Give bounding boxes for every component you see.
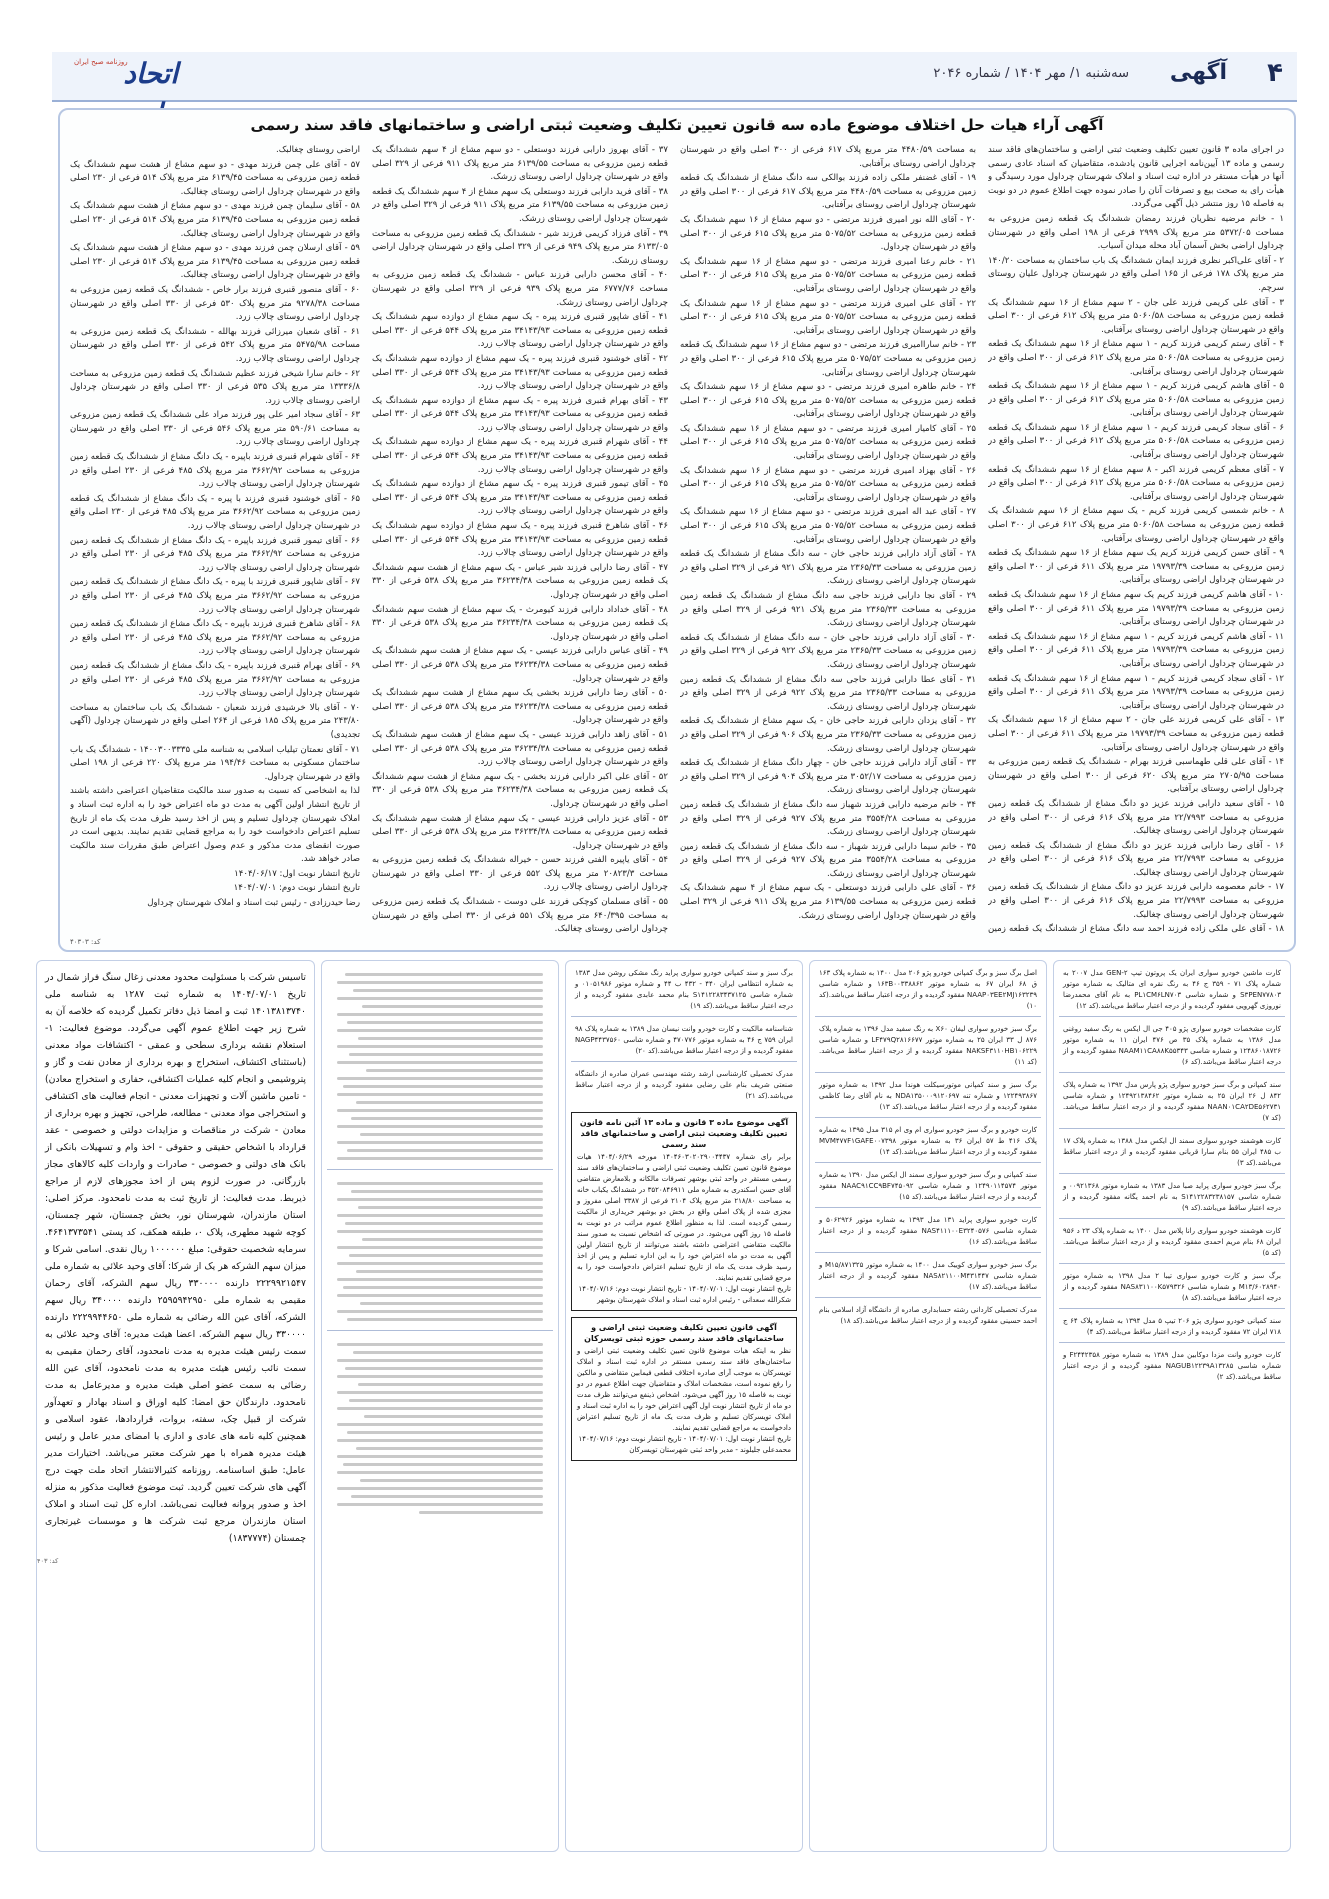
classified-ad: برگ سبز خودرو سواری کوییک مدل ۱۴۰۰ به شماره موتور M۱۵/۸۷۱۳۲۵ و شماره شاسی NAS۸۲۱۱۰۰M۴۳۱۴۴۷ مفقود گردیده و از درجه اعتبار ساقط می‌باشد.(کد ۱۷) bbox=[815, 1257, 1041, 1298]
classified-column-1 bbox=[1053, 960, 1291, 1852]
notice-paragraph: ۴۵ - آقای تیمور قنبری فرزند پیره - یک سهم مشاع از دوازده سهم ششدانگ یک قطعه زمین مزروعی به مساحت ۳۴۱۴۳/۹۳ متر مربع پلاک ۵۴۴ فرعی از ۳۳۰ اصلی واقع در شهرستان چرداول اراضی روستای چالاب زرد. bbox=[372, 479, 668, 517]
newspaper-logo bbox=[68, 54, 178, 98]
notice-paragraph: ۶۹ - آقای بهرام قنبری فرزند باپیره - یک دانگ مشاع از ششدانگ یک قطعه زمین مزروعی به مساحت ۳۶۶۲/۹۲ متر مربع پلاک ۴۸۵ فرعی از ۲۳۰ اصلی واقع در شهرستان چرداول اراضی روستای چالاب زرد. bbox=[70, 660, 360, 699]
notice-paragraph: ۴۲ - آقای خوشنود قنبری فرزند پیره - یک سهم مشاع از دوازده سهم ششدانگ یک قطعه زمین مزروعی به مساحت ۳۴۱۴۳/۹۳ متر مربع پلاک ۵۴۴ فرعی از ۳۳۰ اصلی واقع در شهرستان چرداول اراضی روستای چالاب زرد. bbox=[372, 353, 668, 392]
notice-bushehr-sign: شکرالله سعدانی - رئیس اداره ثبت اسناد و املاک شهرستان بوشهر bbox=[597, 1296, 791, 1304]
classified-ad bbox=[327, 1174, 553, 1331]
notice-paragraph: ۷۱ - آقای نعمتان تیلیاب اسلامی به شناسه ملی ۱۴۰۰۳۰۰۳۳۳۵ - ششدانگ یک باب ساختمان مسکونی به مساحت ۱۹۴/۴۶ متر مربع پلاک ۲۲۰ فرعی از ۱۹۸ اصلی واقع در شهرستان چرداول. bbox=[70, 744, 360, 782]
notice-paragraph: ۲۳ - خانم ساراامیری فرزند مرتضی - دو سهم مشاع از ۱۶ سهم ششدانگ یک قطعه زمین مزروعی به مساحت ۵۰۷۵/۵۲ متر مربع پلاک ۶۱۵ فرعی از ۳۰۰ اصلی واقع در شهرستان چرداول اراضی روستای برآفتابی. bbox=[680, 340, 976, 378]
notice-paragraph: ۶۴ - آقای شهرام قنبری فرزند باپیره - یک دانگ مشاع از ششدانگ یک قطعه زمین مزروعی به مساحت ۳۶۶۲/۹۲ متر مربع پلاک ۴۸۵ فرعی از ۲۳۰ اصلی واقع در شهرستان چرداول اراضی روستای چالاب زرد. bbox=[70, 452, 360, 490]
classified-ad: مدرک تحصیلی کارشناسی ارشد رشته مهندسی عمران صادره از دانشگاه صنعتی شریف بنام علی رضایی مفقود گردیده و از درجه اعتبار ساقط می‌باشد.(کد ۲۱) bbox=[575, 1070, 793, 1100]
notice-paragraph: ۵۰ - آقای رضا دارابی فرزند بخشی یک سهم مشاع از هشت سهم ششدانگ یک قطعه زمین مزروعی به مساحت ۳۶۲۳۴/۳۸ متر مربع پلاک ۵۳۸ فرعی از ۳۳۰ اصلی واقع در شهرستان چرداول. bbox=[372, 688, 668, 726]
notice-paragraph: ۶۱ - آقای شعبان میرزائی فرزند بهالله - ششدانگ یک قطعه زمین مزروعی به مساحت ۵۴۷۵/۹۸ متر مربع پلاک ۵۴۲ فرعی از ۳۳۰ اصلی واقع در شهرستان چرداول اراضی روستای چالاب زرد. bbox=[70, 326, 360, 364]
notice-paragraph: ۴۷ - آقای رضا دارابی فرزند شیر عباس - یک سهم مشاع از هشت سهم ششدانگ یک قطعه زمین مزروعی به مساحت ۳۶۲۳۴/۳۸ متر مربع پلاک ۵۳۸ فرعی از ۳۳۰ اصلی واقع در شهرستان چرداول. bbox=[372, 562, 668, 600]
classified-ad: کارت خودرو سواری پراید ۱۳۱ مدل ۱۳۹۳ به شماره موتور ۵۰۶۲۹۲۶ و شماره شاسی NAS۴۱۱۱۰۰E۳۲۴۰۵۷۶ مفقود گردیده و از درجه اعتبار ساقط می‌باشد.(کد ۱۶) bbox=[815, 1212, 1041, 1253]
notice-tuyserkan-dates: تاریخ انتشار نوبت اول: ۱۴۰۴/۰۷/۰۱ - تاریخ انتشار نوبت دوم: ۱۴۰۴/۰۷/۱۶ bbox=[578, 1435, 791, 1443]
notice-paragraph: ۷ - آقای معظم کریمی فرزند اکبر - ۸ سهم مشاع از ۱۶ سهم ششدانگ یک قطعه زمین مزروعی به مساحت ۵۰۶۰/۵۸ متر مربع پلاک ۶۱۲ فرعی از ۳۰۰ اصلی واقع در شهرستان چرداول اراضی روستای برآفتابی. bbox=[988, 464, 1284, 502]
notice-paragraph: ۳۶ - آقای علی دارابی فرزند دوستعلی - یک سهم مشاع از ۴ سهم ششدانگ یک قطعه زمین مزروعی به مساحت ۶۱۳۹/۵۵ متر مربع پلاک ۹۱۱ فرعی از ۳۲۹ اصلی واقع در شهرستان چرداول اراضی روستای زرشک. bbox=[680, 883, 976, 921]
classified-ad: برگ سبز خودرو سواری لیفان X۶۰ به رنگ سفید مدل ۱۳۹۶ به شماره پلاک ۸۷۶ ل ۳۳ ایران ۲۵ به شماره موتور LF۴۷۹Q۲۸۱۶۶۷۷ و شماره شاسی NAKSF۳۱۱۰HB۱۰۶۲۲۹ مفقود گردیده و از درجه اعتبار ساقط می‌باشد.(کد ۱۱) bbox=[815, 1021, 1041, 1073]
classified-ad: سند کمپانی و برگ سبز خودرو سواری سمند ال ایکس مدل ۱۳۹۰ به شماره موتور ۱۲۴۹۰۱۱۴۵۷۴ و شماره شاسی NAAC۹۱CC۹BF۷۴۵۰۹۲ مفقود گردیده و از درجه اعتبار ساقط می‌باشد.(کد ۱۵) bbox=[815, 1167, 1041, 1208]
notice-paragraph: ۱۳ - آقای علی کریمی فرزند علی جان - ۲ سهم مشاع از ۱۶ سهم ششدانگ یک قطعه زمین مزروعی به مساحت ۱۹۷۹۳/۳۹ متر مربع پلاک ۶۱۱ فرعی از ۳۰۰ اصلی واقع در شهرستان چرداول اراضی روستای برآفتابی. bbox=[988, 715, 1284, 753]
notice-paragraph: ۵۸ - آقای سلیمان چمن فرزند مهدی - دو سهم مشاع از هشت سهم ششدانگ یک قطعه زمین مزروعی به مساحت ۶۱۳۹/۴۵ متر مربع پلاک ۵۱۴ فرعی از ۲۳۰ اصلی واقع در شهرستان چرداول اراضی روستای چغالبک. bbox=[70, 201, 360, 239]
notice-paragraph: ۴۹ - آقای عباس دارابی فرزند عیسی - یک سهم مشاع از هشت سهم ششدانگ یک قطعه زمین مزروعی به مساحت ۳۶۲۳۴/۳۸ متر مربع پلاک ۵۳۸ فرعی از ۳۳۰ اصلی واقع در شهرستان چرداول. bbox=[372, 646, 668, 684]
notice-paragraph: ۳ - آقای علی کریمی فرزند علی جان - ۲ سهم مشاع از ۱۶ سهم ششدانگ یک قطعه زمین مزروعی به مساحت ۵۰۶۰/۵۸ متر مربع پلاک ۶۱۲ فرعی از ۳۰۰ اصلی واقع در شهرستان چرداول اراضی روستای برآفتابی. bbox=[988, 297, 1284, 335]
notice-bushehr-title: آگهی موضوع ماده ۳ قانون و ماده ۱۳ آئین نامه قانون تعیین تکلیف وضعیت ثبتی اراضی و ساختمانهای فاقد سند رسمی bbox=[579, 1118, 789, 1149]
notice-paragraph: ۴۴ - آقای شهرام قنبری فرزند پیره - یک سهم مشاع از دوازده سهم ششدانگ یک قطعه زمین مزروعی به مساحت ۳۴۱۴۳/۹۳ متر مربع پلاک ۵۴۴ فرعی از ۳۳۰ اصلی واقع در شهرستان چرداول اراضی روستای چالاب زرد. bbox=[372, 437, 668, 475]
notice-paragraph: ۳۹ - آقای فرزاد کریمی فرزند شیر - ششدانگ یک قطعه زمین مزروعی به مساحت ۶۱۳۳/۰۵ متر مربع پلاک ۹۴۹ فرعی از ۳۲۹ اصلی واقع در شهرستان چرداول اراضی روستای زرشک. bbox=[372, 228, 668, 266]
classified-ad-text-placeholder bbox=[337, 1182, 543, 1321]
main-notice-column-1 bbox=[988, 144, 1284, 934]
main-notice-column-2 bbox=[680, 144, 976, 934]
classified-ad: اصل برگ سبز و برگ کمپانی خودرو پژو ۲۰۶ مدل ۱۴۰۰ به شماره پلاک ۱۶۳ ق ۶۸ ایران ۶۷ به شماره موتور ۱۶۳B۰۰۳۳۸۸۶۲ و شماره شاسی NAAP۰۳EE۲MJ۱۶۳۲۳۹ مفقود گردیده و از درجه اعتبار ساقط می‌باشد.(کد ۱۰) bbox=[815, 965, 1041, 1017]
classified-column-3-ads bbox=[566, 965, 802, 1106]
notice-paragraph: ۱۴ - آقای علی قلی طهماسبی فرزند بهرام - ششدانگ یک قطعه زمین مزروعی به مساحت ۲۷۰۵/۹۵ متر مربع پلاک ۶۲۰ فرعی از ۳۰۰ اصلی واقع در شهرستان چرداول اراضی روستای برآفتابی. bbox=[988, 757, 1284, 795]
classified-ad: مدرک تحصیلی کاردانی رشته حسابداری صادره از دانشگاه آزاد اسلامی بنام احمد حسینی مفقود گردیده و از درجه اعتبار ساقط می‌باشد.(کد ۱۸) bbox=[819, 1306, 1037, 1325]
classified-ad: برگ سبز و سند کمپانی خودرو سواری پراید رنگ مشکی روشن مدل ۱۳۸۳ به شماره انتظامی ایران ۴۴۰ - ۴۳۲ ب ۴۴ و شماره موتور ۰۱۰۵۱۹۸۶ و شماره شاسی S۱۴۱۲۲۸۳۴۳۷۱۲۵ بنام محمد عابدی مفقود گردیده و از درجه اعتبار ساقط می‌باشد.(کد ۱۹) bbox=[571, 965, 797, 1017]
notice-paragraph: ۴۶ - آقای شاهرخ قنبری فرزند پیره - یک سهم مشاع از دوازده سهم ششدانگ یک قطعه زمین مزروعی به مساحت ۳۴۱۴۳/۹۳ متر مربع پلاک ۵۴۴ فرعی از ۳۳۰ اصلی واقع در شهرستان چرداول اراضی روستای چالاب زرد. bbox=[372, 521, 668, 559]
notice-paragraph: ۶ - آقای سجاد کریمی فرزند کریم - ۱ سهم مشاع از ۱۶ سهم ششدانگ یک قطعه زمین مزروعی به مساحت ۵۰۶۰/۵۸ متر مربع پلاک ۶۱۲ فرعی از ۳۰۰ اصلی واقع در شهرستان چرداول اراضی روستای برآفتابی. bbox=[988, 422, 1284, 461]
notice-paragraph: ۲۹ - آقای نجا دارابی فرزند حاجی سه دانگ مشاع از ششدانگ یک قطعه زمین مزروعی به مساحت ۲۳۶۵/۳۳ متر مربع پلاک ۹۲۱ فرعی از ۳۲۹ اصلی واقع در شهرستان چرداول اراضی روستای زرشک. bbox=[680, 591, 976, 629]
notice-paragraph: لذا به اشخاصی که نسبت به صدور سند مالکیت متقاضیان اعتراضی داشته باشند از تاریخ انتشار اولین آگهی به مدت دو ماه اعتراض خود را به اداره ثبت اسناد و املاک شهرستان چرداول تسلیم و پس از اخذ رسید ظرف مدت یک ماه از تاریخ تسلیم اعتراض دادخواست خود را به مراجع قضایی تقدیم نمایند. بدیهی است در صورت انقضای مدت مذکور و عدم وصول اعتراض طبق مقررات سند مالکیت صادر خواهد شد. bbox=[70, 786, 360, 865]
main-notice-column-3 bbox=[372, 144, 668, 934]
notice-paragraph: ۲۲ - آقای علی امیری فرزند مرتضی - دو سهم مشاع از ۱۶ سهم ششدانگ یک قطعه زمین مزروعی به مساحت ۵۰۷۵/۵۲ متر مربع پلاک ۶۱۵ فرعی از ۳۰۰ اصلی واقع در شهرستان چرداول اراضی روستای برآفتابی. bbox=[680, 298, 976, 336]
notice-paragraph: ۵۳ - آقای عزیز دارابی فرزند عیسی - یک سهم مشاع از هشت سهم ششدانگ یک قطعه زمین مزروعی به مساحت ۳۶۲۳۴/۳۸ متر مربع پلاک ۵۳۸ فرعی از ۳۳۰ اصلی واقع در شهرستان چرداول. bbox=[372, 813, 668, 851]
notice-paragraph: ۳۷ - آقای بهروز دارابی فرزند دوستعلی - دو سهم مشاع از ۴ سهم ششدانگ یک قطعه زمین مزروعی به مساحت ۶۱۳۹/۵۵ متر مربع پلاک ۹۱۱ فرعی از ۳۲۹ اصلی واقع در شهرستان چرداول اراضی روستای زرشک. bbox=[372, 145, 668, 183]
notice-paragraph: ۵۹ - آقای ارسلان چمن فرزند مهدی - دو سهم مشاع از هشت سهم ششدانگ یک قطعه زمین مزروعی به مساحت ۶۱۳۹/۴۵ متر مربع پلاک ۵۱۴ فرعی از ۲۳۰ اصلی واقع در شهرستان چرداول اراضی روستای چغالبک. bbox=[70, 243, 360, 281]
notice-paragraph: ۲۷ - آقای عبد اله امیری فرزند مرتضی - دو سهم مشاع از ۱۶ سهم ششدانگ یک قطعه زمین مزروعی به مساحت ۵۰۷۵/۵۲ متر مربع پلاک ۶۱۵ فرعی از ۳۰۰ اصلی واقع در شهرستان چرداول اراضی روستای برآفتابی. bbox=[680, 507, 976, 545]
notice-tuyserkan-sign: محمدعلی جلیلوند - مدیر واحد ثبتی شهرستان تویسرکان bbox=[629, 1446, 791, 1454]
notice-paragraph: ۶۸ - آقای شاهرخ قنبری فرزند باپیره - یک دانگ مشاع از ششدانگ یک قطعه زمین مزروعی به مساحت ۳۶۶۲/۹۲ متر مربع پلاک ۴۸۵ فرعی از ۲۳۰ اصلی واقع در شهرستان چرداول اراضی روستای چالاب زرد. bbox=[70, 619, 360, 657]
classified-ad: سند کمپانی خودرو سواری پژو ۲۰۶ تیپ ۵ مدل ۱۳۹۴ به شماره پلاک ۶۴ ج ۷۱۸ ایران ۷۲ مفقود گردیده و از درجه اعتبار ساقط می‌باشد.(کد ۴) bbox=[1059, 1313, 1285, 1343]
notice-paragraph: ۴۰ - آقای محسن دارابی فرزند عباس - ششدانگ یک قطعه زمین مزروعی به مساحت ۶۷۷۷/۷۶ متر مربع پلاک ۹۳۹ فرعی از ۳۲۹ اصلی واقع در شهرستان چرداول اراضی روستای زرشک. bbox=[372, 270, 668, 308]
notice-paragraph: ۵۷ - آقای علی چمن فرزند مهدی - دو سهم مشاع از هشت سهم ششدانگ یک قطعه زمین مزروعی به مساحت ۶۱۳۹/۴۵ متر مربع پلاک ۵۱۴ فرعی از ۲۳۰ اصلی واقع در شهرستان چرداول اراضی روستای چغالبک. bbox=[70, 159, 360, 197]
notice-paragraph: اراضی روستای چغالبک. bbox=[276, 145, 360, 155]
company-registration-body: تاسیس شرکت با مسئولیت محدود معدنی زغال سنگ فراز شمال در تاریخ ۱۴۰۴/۰۷/۰۱ به شماره ثبت ۱۲۸۷ به شناسه ملی ۱۴۰۱۳۸۱۳۷۴۰ ثبت و امضا ذیل دفاتر تکمیل گردیده که خلاصه آن به شرح زیر جهت اطلاع عموم آگهی می‌گردد. موضوع فعالیت: ۱- استعلام نقشه برداری سطحی و عمقی - اکتشافات مواد معدنی (باستثنای اکتشاف، استخراج و بهره برداری از معادن نفت و گاز و پتروشیمی و انجام کلیه عملیات اکتشافی، حفاری و استخراج معادن) - تامین ماشین آلات و تجهیزات معدنی - انجام فعالیت های اکتشافی و استخراجی مواد معدنی - مطالعه، طراحی، تجهیز و بهره برداری از معادن - شرکت در مناقصات و مزایدات دولتی و خصوصی - عقد قرارداد با اشخاص حقیقی و حقوقی - اخذ وام و تسهیلات بانکی از بانک های دولتی و خصوصی - صادرات و واردات کلیه کالاهای مجاز بازرگانی. در صورت لزوم پس از اخذ مجوزهای لازم از مراجع ذیربط. مدت فعالیت: از تاریخ ثبت به مدت نامحدود. مرکز اصلی: استان مازندران، شهرستان نور، بخش چمستان، شهر چمستان، کوچه شهید مطهری، پلاک ۰، طبقه همکف، کد پستی ۴۶۴۱۳۷۳۵۴۱. سرمایه شخصیت حقوقی: مبلغ ۱۰۰۰۰۰۰ ریال نقدی. اسامی شرکا و میزان سهم الشرکه هر یک از شرکا: آقای وحید علائی به شماره ملی ۲۲۲۹۹۲۱۵۴۷ دارنده ۳۳۰۰۰۰ ریال سهم الشرکه، آقای رحمان مقیمی به شماره ملی ۲۵۹۵۹۴۲۹۵۰ دارنده ۳۴۰۰۰۰ ریال سهم الشرکه، آقای عین الله رضائی به شماره ملی ۲۲۲۹۹۴۴۶۵۰ دارنده ۳۳۰۰۰۰ ریال سهم الشرکه. اعضا هیئت مدیره: آقای وحید علائی به سمت رئیس هیئت مدیره به مدت نامحدود، آقای رحمان مقیمی به سمت نائب رئیس هیئت مدیره به مدت نامحدود، آقای عین الله رضائی به سمت عضو اصلی هیئت مدیره و مدیرعامل به مدت نامحدود. دارندگان حق امضا: کلیه اوراق و اسناد بهادار و تعهدآور شرکت از قبیل چک، سفته، بروات، قراردادها، عقود اسلامی و همچنین کلیه نامه های عادی و اداری با امضای مدیر عامل و رئیس هیئت مدیره همراه با مهر شرکت معتبر می‌باشد. اختیارات مدیر عامل: طبق اساسنامه. روزنامه کثیرالانتشار اتحاد ملت جهت درج آگهی های شرکت تعیین گردید. ثبت موضوع فعالیت مذکور به منزله اخذ و صدور پروانه فعالیت نمی‌باشد. اداره کل ثبت اسناد و املاک استان مازندران مرجع ثبت شرکت ها و موسسات غیرتجاری چمستان (۱۸۳۷۷۷۴) bbox=[45, 972, 307, 1544]
notice-paragraph: ۹ - آقای حسن کریمی فرزند کریم یک سهم مشاع از ۱۶ سهم ششدانگ یک قطعه زمین مزروعی به مساحت ۱۹۷۹۳/۳۹ متر مربع پلاک ۶۱۱ فرعی از ۳۰۰ اصلی واقع در شهرستان چرداول اراضی روستای برآفتابی. bbox=[988, 548, 1284, 586]
notice-paragraph: تاریخ انتشار نوبت اول: ۱۴۰۴/۰۶/۱۷ bbox=[234, 868, 360, 879]
notice-paragraph: ۸ - خانم شمسی کریمی فرزند کریم - یک سهم مشاع از ۱۶ سهم ششدانگ یک قطعه زمین مزروعی به مساحت ۵۰۶۰/۵۸ متر مربع پلاک ۶۱۲ فرعی از ۳۰۰ اصلی واقع در شهرستان چرداول اراضی روستای برآفتابی. bbox=[988, 506, 1284, 544]
classified-ad: کارت خودرو و برگ سبز خودرو سواری ام وی ام ۳۱۵ مدل ۱۳۹۵ به شماره پلاک ۴۱۶ ط ۵۷ ایران ۳۶ به شماره موتور MVM۴۷۷F۱GAFE۰۰۷۳۹۸ مفقود گردیده و از درجه اعتبار ساقط می‌باشد.(کد ۱۴) bbox=[815, 1122, 1041, 1163]
logo-text: اتحاد bbox=[123, 57, 178, 90]
notice-paragraph: تاریخ انتشار نوبت دوم: ۱۴۰۴/۰۷/۰۱ bbox=[233, 883, 360, 894]
notice-tuyserkan bbox=[571, 1317, 797, 1461]
notice-tuyserkan-title: آگهی قانون تعیین تکلیف وضعیت ثبتی اراضی و ساختمانهای فاقد سند رسمی حوزه ثبتی تویسرکان bbox=[584, 1323, 784, 1343]
classified-ad: شناسنامه مالکیت و کارت خودرو وانت نیسان مدل ۱۳۸۹ به شماره پلاک ۹۸ ایران ۷۵۹ ج ۴۶ به شماره موتور ۴۷۰۷۷۶ و شماره شاسی NAGP۴۴۳۷۵۶۰ مفقود گردیده و از درجه اعتبار ساقط می‌باشد.(کد ۲۰) bbox=[571, 1021, 797, 1062]
classified-column-3 bbox=[565, 960, 803, 1852]
notice-paragraph: ۲۰ - آقای الله نور امیری فرزند مرتضی - دو سهم مشاع از ۱۶ سهم ششدانگ یک قطعه زمین مزروعی به مساحت ۵۰۷۵/۵۲ متر مربع پلاک ۶۱۵ فرعی از ۳۰۰ اصلی واقع در شهرستان چرداول. bbox=[680, 214, 976, 253]
notice-paragraph: ۱۷ - خانم معصومه دارابی فرزند عزیز دو دانگ مشاع از ششدانگ یک قطعه زمین مزروعی به مساحت ۲۲/۷۹۹۳ متر مربع پلاک ۶۱۶ فرعی از ۳۰۰ اصلی واقع در شهرستان چرداول اراضی روستای چغالبک. bbox=[988, 882, 1284, 920]
notice-paragraph: ۱۸ - آقای علی ملکی زاده فرزند احمد سه دانگ مشاع از ششدانگ یک قطعه زمین bbox=[988, 924, 1284, 934]
notice-paragraph: ۶۵ - آقای خوشنود قنبری فرزند با پیره - یک دانگ مشاع از ششدانگ یک قطعه زمین مزروعی به مساحت ۳۶۶۲/۹۲ متر مربع پلاک ۴۸۵ فرعی از ۲۳۰ اصلی واقع در شهرستان چرداول اراضی روستای چالاب زرد. bbox=[70, 493, 360, 532]
notice-paragraph: ۴۳ - آقای بهرام قنبری فرزند پیره - یک سهم مشاع از دوازده سهم ششدانگ یک قطعه زمین مزروعی به مساحت ۳۴۱۴۳/۹۳ متر مربع پلاک ۵۴۴ فرعی از ۳۳۰ اصلی واقع در شهرستان چرداول اراضی روستای چالاب زرد. bbox=[372, 395, 668, 433]
notice-paragraph: ۱۹ - آقای غضنفر ملکی زاده فرزند بوالکی سه دانگ مشاع از ششدانگ یک قطعه زمین مزروعی به مساحت ۴۴۸۰/۵۹ متر مربع پلاک ۶۱۷ فرعی از ۳۰۰ اصلی واقع در شهرستان چرداول اراضی روستای برآفتابی. bbox=[680, 173, 976, 211]
classified-ad-text-placeholder bbox=[337, 973, 543, 1160]
classified-ad: کارت خودرو وانت مزدا دوکابین مدل ۱۳۸۹ به شماره موتور F۲۴۴۲۳۵۸ و شماره شاسی NAGUB۱۲۲۳۹A۱۳۲۸۵ مفقود گردیده و از درجه اعتبار ساقط می‌باشد.(کد ۲) bbox=[1063, 1351, 1282, 1381]
classified-ad: برگ سبز خودرو سواری پراید صبا مدل ۱۳۸۳ به شماره موتور ۰۰۹۲۱۳۶۸ و شماره شاسی S۱۴۱۲۲۸۳۲۳۸۱۵۷ به نام احمد یگانه مفقود گردیده و از درجه اعتبار ساقط می‌باشد.(کد ۹) bbox=[1059, 1178, 1285, 1219]
classified-ad: کارت هوشمند خودرو سواری سمند ال ایکس مدل ۱۳۸۸ به شماره پلاک ۱۷ ب ۴۸۵ ایران ۵۵ بنام سارا قربانی مفقود گردیده و از درجه اعتبار ساقط می‌باشد.(کد ۳) bbox=[1059, 1133, 1285, 1174]
notice-paragraph: ۴ - آقای رستم کریمی فرزند کریم - ۱ سهم مشاع از ۱۶ سهم ششدانگ یک قطعه زمین مزروعی به مساحت ۵۰۶۰/۵۸ متر مربع پلاک ۶۱۲ فرعی از ۳۰۰ اصلی واقع در شهرستان چرداول اراضی روستای برآفتابی. bbox=[988, 339, 1284, 377]
notice-paragraph: ۱۰ - آقای هاشم کریمی فرزند کریم یک سهم مشاع از ۱۶ سهم ششدانگ یک قطعه زمین مزروعی به مساحت ۱۹۷۹۳/۳۹ متر مربع پلاک ۶۱۱ فرعی از ۳۰۰ اصلی واقع در شهرستان چرداول اراضی روستای برآفتابی. bbox=[988, 590, 1284, 628]
classified-ad: کارت مشخصات خودرو سواری پژو ۴۰۵ جی ال ایکس به رنگ سفید روغنی مدل ۱۳۸۶ به شماره پلاک ۳۵ ص ۴۷۶ ایران ۱۱ به شماره موتور ۱۲۴۸۶۰۱۸۷۲۶ و شماره شاسی NAAM۱۱CA۸۸K۵۵۳۴۳ مفقود گردیده و از درجه اعتبار ساقط می‌باشد.(کد ۶) bbox=[1059, 1021, 1285, 1073]
notice-paragraph: ۳۱ - آقای عطا دارابی فرزند حاجی سه دانگ مشاع از ششدانگ یک قطعه زمین مزروعی به مساحت ۲۳۶۵/۳۳ متر مربع پلاک ۹۲۲ فرعی از ۳۲۹ اصلی واقع در شهرستان چرداول اراضی روستای زرشک. bbox=[680, 674, 976, 712]
notice-bushehr bbox=[571, 1112, 797, 1311]
notice-paragraph: ۲۸ - آقای آزاد دارابی فرزند حاجی خان - سه دانگ مشاع از ششدانگ یک قطعه زمین مزروعی به مساحت ۲۳۶۵/۳۳ متر مربع پلاک ۹۲۱ فرعی از ۳۲۹ اصلی واقع در شهرستان چرداول اراضی روستای زرشک. bbox=[680, 549, 976, 587]
notice-paragraph: ۳۰ - آقای آزاد دارابی فرزند حاجی خان - سه دانگ مشاع از ششدانگ یک قطعه زمین مزروعی به مساحت ۲۳۶۵/۳۳ متر مربع پلاک ۹۲۲ فرعی از ۳۲۹ اصلی واقع در شهرستان چرداول اراضی روستای زرشک. bbox=[680, 632, 976, 670]
notice-bushehr-body: برابر رای شماره ۱۴۰۴۶۰۳۰۲۰۲۹۰۰۴۴۳۷ مورخه ۱۴۰۴/۰۶/۲۹ هیات موضوع قانون تعیین تکلیف وضعیت ثبتی اراضی و ساختمان‌های فاقد سند رسمی مستقر در واحد ثبتی بوشهر تصرفات مالکانه و بلامعارض متقاضی آقای حسن اسکندری به شماره ملی ۳۵۲۰۸۴۶۹۱۱ در ششدانگ یکباب خانه به مساحت ۲۱۸/۸۰ متر مربع پلاک ۲۱۰۴ فرعی از ۳۳۸۷ اصلی مفروز و مجزی شده از پلاک اصلی واقع در بخش دو بوشهر خریداری از مالکیت رسمی گردیده است. لذا به منظور اطلاع عموم مراتب در دو نوبت به فاصله ۱۵ روز آگهی می‌شود. در صورتی که اشخاص نسبت به صدور سند مالکیت متقاضی اعتراضی داشته باشند می‌توانند از تاریخ انتشار اولین آگهی به مدت دو ماه اعتراض خود را به این اداره تسلیم و پس از اخذ رسید ظرف مدت یک ماه از تاریخ تسلیم اعتراض دادخواست خود را به مرجع قضایی تقدیم نمایند. bbox=[577, 1153, 791, 1282]
classified-ad: کارت ماشین خودرو سواری ایران یک پروتون تیپ GEN-۲ مدل ۲۰۰۷ به شماره پلاک ۷۱ - ۳۵۹ ج ۴۶ به رنگ نقره ای متالیک به شماره موتور S۳PEN۷۷۸۰۳ و شماره شاسی PL۱CM۶LN۷۰۳ به نام آقای محمدرضا نوروزی گهرویی مفقود گردیده و از درجه اعتبار ساقط می‌باشد.(کد ۱۲) bbox=[1059, 965, 1285, 1017]
classified-ad: برگ سبز و کارت خودرو سواری تیبا ۲ مدل ۱۳۹۸ به شماره موتور M۱۳/۶۰۲۸۹۴۰ و شماره شاسی NAS۸۳۱۱۰۰K۵۷۹۳۲۶ مفقود گردیده و از درجه اعتبار ساقط می‌باشد.(کد ۸) bbox=[1059, 1268, 1285, 1309]
notice-paragraph: ۲۵ - آقای کامیار امیری فرزند مرتضی - دو سهم مشاع از ۱۶ سهم ششدانگ یک قطعه زمین مزروعی به مساحت ۵۰۷۵/۵۲ متر مربع پلاک ۶۱۵ فرعی از ۳۰۰ اصلی واقع در شهرستان چرداول اراضی روستای برآفتابی. bbox=[680, 423, 976, 462]
main-notice-title: آگهی آراء هیات حل اختلاف موضوع ماده سه قانون تعیین تکلیف وضعیت ثبتی اراضی و ساختمانهای فاقد سند رسمی bbox=[250, 116, 1104, 134]
notice-paragraph: ۶۲ - خانم سارا شیخی فرزند عظیم ششدانگ یک قطعه زمین مزروعی به مساحت ۱۳۳۳۶/۸ متر مربع پلاک ۵۳۵ فرعی از ۳۳۰ اصلی واقع در شهرستان چرداول اراضی روستای چالاب زرد. bbox=[70, 368, 360, 406]
notice-paragraph: ۱۲ - آقای سجاد کریمی فرزند کریم - ۱ سهم مشاع از ۱۶ سهم ششدانگ یک قطعه زمین مزروعی به مساحت ۱۹۷۹۳/۳۹ متر مربع پلاک ۶۱۱ فرعی از ۳۰۰ اصلی واقع در شهرستان چرداول اراضی روستای برآفتابی. bbox=[988, 673, 1284, 711]
notice-paragraph: ۵۱ - آقای زاهد دارابی فرزند عیسی - یک سهم مشاع از هشت سهم ششدانگ یک قطعه زمین مزروعی به مساحت ۳۶۲۳۴/۳۸ متر مربع پلاک ۵۳۸ فرعی از ۳۳۰ اصلی واقع در شهرستان چرداول اراضی روستای چالاب زرد. bbox=[372, 729, 668, 768]
company-registration-notice bbox=[36, 960, 315, 1852]
page-number: ۴ bbox=[1267, 58, 1283, 88]
page-header bbox=[52, 52, 1297, 102]
notice-paragraph: ۵۴ - آقای یاپیره الفتی فرزند حسن - خیراله ششدانگ یک قطعه زمین مزروعی به مساحت ۲۰۸۲۳/۳ متر مربع پلاک ۵۵۲ فرعی از ۳۳۰ اصلی واقع در شهرستان چرداول اراضی روستای چالاب زرد. bbox=[372, 855, 668, 893]
classified-column-4 bbox=[321, 960, 559, 1852]
notice-paragraph: ۵ - آقای هاشم کریمی فرزند کریم - ۱ سهم مشاع از ۱۶ سهم ششدانگ یک قطعه زمین مزروعی به مساحت ۵۰۶۰/۵۸ متر مربع پلاک ۶۱۲ فرعی از ۳۰۰ اصلی واقع در شهرستان چرداول اراضی روستای برآفتابی. bbox=[988, 381, 1284, 419]
notice-paragraph: ۵۲ - آقای علی اکبر دارابی فرزند بخشی - یک سهم مشاع از هشت سهم ششدانگ یک قطعه زمین مزروعی به مساحت ۳۶۲۳۴/۳۸ متر مربع پلاک ۵۳۸ فرعی از ۳۳۰ اصلی واقع در شهرستان چرداول. bbox=[372, 771, 668, 809]
notice-paragraph: ۶۷ - آقای شاپور قنبری فرزند با پیره - یک دانگ مشاع از ششدانگ یک قطعه زمین مزروعی به مساحت ۳۶۶۲/۹۲ متر مربع پلاک ۴۸۵ فرعی از ۲۳۰ اصلی واقع در شهرستان چرداول اراضی روستای چالاب زرد. bbox=[70, 577, 360, 615]
classified-ad: برگ سبز و سند کمپانی موتورسیکلت هوندا مدل ۱۳۹۲ به شماره موتور ۱۲۲۴۹۳۸۶۷ و شماره تنه NDA۱۳۵۰۰۰۹۱۲۰۶۹۷ به نام آقای رضا کاظمی مفقود گردیده و از درجه اعتبار ساقط می‌باشد.(کد ۱۳) bbox=[815, 1077, 1041, 1118]
notice-paragraph: ۱۵ - آقای سعید دارابی فرزند عزیز دو دانگ مشاع از ششدانگ یک قطعه زمین مزروعی به مساحت ۲۲/۷۹۹۳ متر مربع پلاک ۶۱۶ فرعی از ۳۰۰ اصلی واقع در شهرستان چرداول اراضی روستای چغالبک. bbox=[988, 798, 1284, 837]
classified-ad bbox=[327, 965, 553, 1170]
classified-ad: کارت هوشمند خودرو سواری رانا پلاس مدل ۱۴۰۰ به شماره پلاک ۲۳ د ۹۵۶ ایران ۶۸ بنام مریم احمدی مفقود گردیده و از درجه اعتبار ساقط می‌باشد.(کد ۵) bbox=[1059, 1223, 1285, 1264]
classified-ad bbox=[327, 1335, 553, 1523]
classified-ad-text-placeholder bbox=[337, 1343, 543, 1514]
notice-bushehr-dates: تاریخ انتشار نوبت اول: ۱۴۰۴/۰۷/۰۱ - تاریخ انتشار نوبت دوم: ۱۴۰۴/۰۷/۱۶ bbox=[578, 1285, 791, 1293]
notice-tuyserkan-body: نظر به اینکه هیات موضوع قانون تعیین تکلیف وضعیت ثبتی اراضی و ساختمان‌های فاقد سند رسمی مستقر در اداره ثبت اسناد و املاک تویسرکان به موجب آرای صادره اختلاف قطعی فیمابین متقاضی و مالکین را رفع نموده است، مشخصات املاک و متقاضیان جهت اطلاع عموم در دو نوبت به فاصله ۱۵ روز آگهی می‌شود. اشخاص ذینفع می‌توانند ظرف مدت دو ماه از تاریخ انتشار نوبت اول آگهی اعتراض خود را به اداره ثبت اسناد و املاک تویسرکان تسلیم و ظرف مدت یک ماه از تاریخ تسلیم اعتراض دادخواست به مراجع قضایی تقدیم نمایند. bbox=[577, 1347, 791, 1432]
notice-paragraph: ۱ - خانم مرضیه نظریان فرزند رمضان ششدانگ یک قطعه زمین مزروعی به مساحت ۵۳۷۲/۰۵ متر مربع پلاک ۲۹۹۹ فرعی از ۱۹۸ اصلی واقع در شهرستان چرداول اراضی بخش آسمان آباد محله میدان آسیاب. bbox=[988, 213, 1284, 252]
notice-paragraph: ۴۸ - آقای خداداد دارابی فرزند کیومرث - یک سهم مشاع از هشت سهم ششدانگ یک قطعه زمین مزروعی به مساحت ۳۶۲۳۴/۳۸ متر مربع پلاک ۵۳۸ فرعی از ۳۳۰ اصلی واقع در شهرستان چرداول. bbox=[372, 604, 668, 642]
issue-info: سه‌شنبه ۱/ مهر ۱۴۰۴ / شماره ۲۰۴۶ bbox=[933, 66, 1129, 81]
notice-paragraph: ۱۶ - آقای رضا دارابی فرزند عزیز دو دانگ مشاع از ششدانگ یک قطعه زمین مزروعی به مساحت ۲۲/۷۹۹۳ متر مربع پلاک ۶۱۶ فرعی از ۳۰۰ اصلی واقع در شهرستان چرداول اراضی روستای چغالبک. bbox=[988, 840, 1284, 878]
notice-paragraph: ۲۶ - آقای بهزاد امیری فرزند مرتضی - دو سهم مشاع از ۱۶ سهم ششدانگ یک قطعه زمین مزروعی به مساحت ۵۰۷۵/۵۲ متر مربع پلاک ۶۱۵ فرعی از ۳۰۰ اصلی واقع در شهرستان چرداول اراضی روستای برآفتابی. bbox=[680, 465, 976, 503]
notice-paragraph: ۶۰ - آقای منصور قنبری فرزند برار خاص - ششدانگ یک قطعه زمین مزروعی به مساحت ۹۲۷۸/۳۸ متر مربع پلاک ۵۳۰ فرعی از ۳۳۰ اصلی واقع در شهرستان چرداول اراضی روستای چالاب زرد. bbox=[70, 284, 360, 323]
notice-paragraph: ۳۵ - خانم سیما دارابی فرزند شهباز - سه دانگ مشاع از ششدانگ یک قطعه زمین مزروعی به مساحت ۳۵۵۴/۲۸ متر مربع پلاک ۹۲۷ فرعی از ۳۲۹ اصلی واقع در شهرستان چرداول اراضی روستای زرشک. bbox=[680, 841, 976, 879]
company-registration-code: کد: ۴۰۳ bbox=[37, 1557, 59, 1565]
logo-subtitle: روزنامه صبح ایران bbox=[74, 58, 128, 66]
section-label: آگهی bbox=[1169, 60, 1227, 85]
notice-paragraph: ۷۰ - آقای بالا خرشیدی فرزند شعبان - ششدانگ یک باب ساختمان به مساحت ۲۴۳/۸۰ متر مربع پلاک ۱۸۵ فرعی از ۲۶۴ اصلی واقع در شهرستان چرداول (آگهی تجدیدی) bbox=[70, 702, 360, 740]
notice-paragraph: ۶۳ - آقای سجاد امیر علی پور فرزند مراد علی ششدانگ یک قطعه زمین مزروعی به مساحت ۵۹۰/۶۱ متر مربع پلاک ۵۴۶ فرعی از ۳۳۰ اصلی واقع در شهرستان چرداول اراضی روستای چالاب زرد. bbox=[70, 410, 360, 448]
notice-paragraph: ۶۶ - آقای تیمور قنبری فرزند باپیره - یک دانگ مشاع از ششدانگ یک قطعه زمین مزروعی به مساحت ۳۶۶۲/۹۲ متر مربع پلاک ۴۸۵ فرعی از ۲۳۰ اصلی واقع در شهرستان چرداول اراضی روستای چالاب زرد. bbox=[70, 535, 360, 573]
notice-paragraph: ۲ - آقای علی‌اکبر نظری فرزند ایمان ششدانگ یک باب ساختمان به مساحت ۱۴۰/۲۰ متر مربع پلاک ۱۷۸ فرعی از ۱۶۵ اصلی واقع در شهرستان چرداول علیان روستای سرچم. bbox=[988, 255, 1284, 293]
main-notice-code: کد: ۴۰۳۰۳ bbox=[70, 938, 101, 946]
notice-paragraph: ۱۱ - آقای هاشم کریمی فرزند کریم - ۱ سهم مشاع از ۱۶ سهم ششدانگ یک قطعه زمین مزروعی به مساحت ۱۹۷۹۳/۳۹ متر مربع پلاک ۶۱۱ فرعی از ۳۰۰ اصلی واقع در شهرستان چرداول اراضی روستای برآفتابی. bbox=[988, 631, 1284, 669]
main-notice-column-4 bbox=[70, 144, 360, 934]
notice-paragraph: ۳۲ - آقای یزدان دارابی فرزند حاجی خان - یک سهم مشاع از ششدانگ یک قطعه زمین مزروعی به مساحت ۲۳۶۵/۳۳ متر مربع پلاک ۹۰۶ فرعی از ۳۲۹ اصلی واقع در شهرستان چرداول اراضی روستای زرشک. bbox=[680, 716, 976, 754]
notice-paragraph: ۳۴ - خانم مرضیه دارابی فرزند شهباز سه دانگ مشاع از ششدانگ یک قطعه زمین مزروعی به مساحت ۳۵۵۴/۲۸ متر مربع پلاک ۹۲۷ فرعی از ۳۲۹ اصلی واقع در شهرستان چرداول اراضی روستای زرشک. bbox=[680, 799, 976, 838]
classified-ad: سند کمپانی و برگ سبز خودرو سواری پژو پارس مدل ۱۳۹۲ به شماره پلاک ۸۴۲ ل ۲۶ ایران ۲۵ به شماره موتور ۱۲۴۹۲۱۳۸۴۶۲ و شماره شاسی NAAN۰۱CA۲DE۵۶۲۷۳۱ مفقود گردیده و از درجه اعتبار ساقط می‌باشد.(کد ۷) bbox=[1059, 1077, 1285, 1129]
notice-paragraph: ۴۱ - آقای شاپور قنبری فرزند پیره - یک سهم مشاع از دوازده سهم ششدانگ یک قطعه زمین مزروعی به مساحت ۳۴۱۴۳/۹۳ متر مربع پلاک ۵۴۴ فرعی از ۳۳۰ اصلی واقع در شهرستان چرداول اراضی روستای چالاب زرد. bbox=[372, 312, 668, 350]
main-notice bbox=[58, 108, 1296, 952]
notice-paragraph: به مساحت ۴۴۸۰/۵۹ متر مربع پلاک ۶۱۷ فرعی از ۳۰۰ اصلی واقع در شهرستان چرداول اراضی روستای برآفتابی. bbox=[680, 145, 976, 169]
notice-paragraph: ۲۱ - خانم رعنا امیری فرزند مرتضی - دو سهم مشاع از ۱۶ سهم ششدانگ یک قطعه زمین مزروعی به مساحت ۵۰۷۵/۵۲ متر مربع پلاک ۶۱۵ فرعی از ۳۰۰ اصلی واقع در شهرستان چرداول اراضی روستای برآفتابی. bbox=[680, 256, 976, 294]
notice-paragraph: در اجرای ماده ۳ قانون تعیین تکلیف وضعیت ثبتی اراضی و ساختمان‌های فاقد سند رسمی و ماده ۱۳ آیین‌نامه اجرایی قانون یادشده، متقاضیان که اسناد عادی رسمی آنها در هیأت مستقر در اداره ثبت اسناد و املاک شهرستان چرداول مورد رسیدگی و هیأت رای به صحت بیع و تصرفات آنان را صادر نموده جهت اطلاع عموم در دو نوبت به فاصله ۱۵ روز منتشر ذیل آگهی می‌گردد. bbox=[988, 145, 1284, 210]
notice-paragraph: رضا حیدرزادی - رئیس ثبت اسناد و املاک شهرستان چرداول bbox=[147, 898, 360, 909]
notice-paragraph: ۳۸ - آقای فرید دارابی فرزند دوستعلی یک سهم مشاع از ۴ سهم ششدانگ یک قطعه زمین مزروعی به مساحت ۶۱۳۹/۵۵ متر مربع پلاک ۹۱۱ فرعی از ۳۲۹ اصلی واقع در شهرستان چرداول اراضی روستای زرشک. bbox=[372, 186, 668, 224]
notice-paragraph: ۵۵ - آقای مسلمان کوچکی فرزند علی دوست - ششدانگ یک قطعه زمین مزروعی به مساحت ۶۴۰/۳۹۵ متر مربع پلاک ۵۵۱ فرعی از ۳۳۰ اصلی واقع در شهرستان چرداول اراضی روستای چغالبک. bbox=[372, 897, 668, 934]
company-registration-text bbox=[37, 961, 314, 1555]
notice-paragraph: ۲۴ - خانم طاهره امیری فرزند مرتضی - دو سهم مشاع از ۱۶ سهم ششدانگ یک قطعه زمین مزروعی به مساحت ۵۰۷۵/۵۲ متر مربع پلاک ۶۱۵ فرعی از ۳۰۰ اصلی واقع در شهرستان چرداول اراضی روستای برآفتابی. bbox=[680, 382, 976, 420]
classified-column-2 bbox=[809, 960, 1047, 1852]
notice-paragraph: ۳۳ - آقای آزاد دارابی فرزند حاجی خان - چهار دانگ مشاع از ششدانگ یک قطعه زمین مزروعی به مساحت ۳۰۵۲/۱۷ متر مربع پلاک ۹۰۴ فرعی از ۳۲۹ اصلی واقع در شهرستان چرداول اراضی روستای زرشک. bbox=[680, 758, 976, 796]
